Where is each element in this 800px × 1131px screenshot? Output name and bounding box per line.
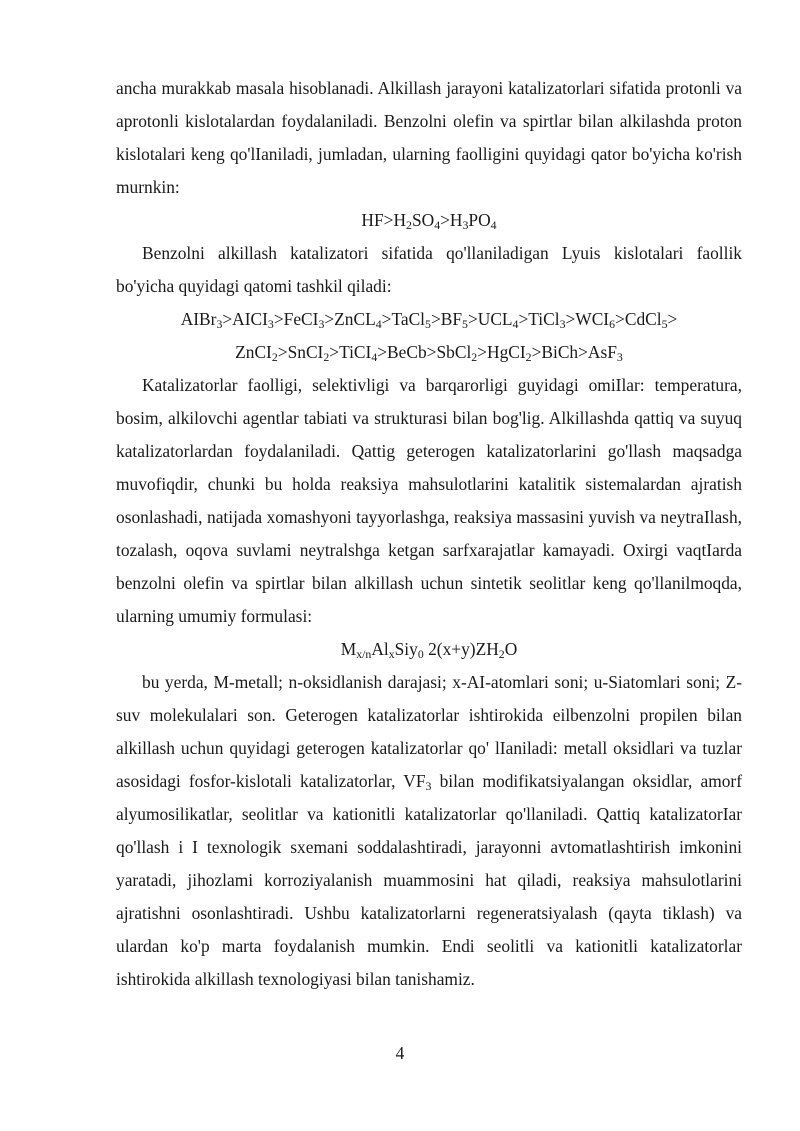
paragraph-lewis-acids: Benzolni alkillash katalizatori sifatida qo'llaniladigan Lyuis kislotalari faollik bo'yicha quyidagi qatomi tashkil qiladi: [116, 243, 742, 296]
body-text [116, 72, 742, 996]
paragraph-heterogeneous-catalysts: bu yerda, M-metall; n-oksidlanish darajasi; x-AI-atomlari soni; u-Siatomlari soni; Z-suv molekulalari son. Geterogen katalizatorlar ishtirokida eilbenzolni propilen bilan alkillash uchun quyidagi geterogen katalizatorlar qo' lIaniladi: metall oksidlari va tuzlar asosidagi fosfor-kislotali katalizatorlar, $VF_3$ bilan modifikatsiyalangan oksidlar, amorf alyumosilikatlar, seolitlar va kationitli katalizatorlar qo'llaniladi. Qattiq katalizatorIar qo'llash i I texnologik sxemani soddalashtiradi, jarayonni avtomatlashtirish imkonini yaratadi, jihozlami korroziyalanish muammosini hat qiladi, reaksiya mahsulotlarini ajratishni osonlashtiradi. Ushbu katalizatorlarni regeneratsiyalash (qayta tiklash) va ulardan ko'p marta foydalanish mumkin. Endi seolitli va kationitli katalizatorlar ishtirokida alkillash texnologiyasi bilan tanishamiz. [116, 672, 742, 989]
page-number: 4 [395, 1043, 405, 1063]
formula-protic-acid-series: $HF>H_2SO_4>H_3PO_4$ [361, 210, 497, 232]
formula-zeolite-general: $M_{x/n}Al_xSiy_0$ $2(x+y)ZH_2O$ [340, 639, 518, 661]
paragraph-catalyst-factors: Katalizatorlar faolligi, selektivligi va barqarorligi guyidagi omiIlar: temperatura, bosim, alkilovchi agentlar tabiati va strukturasi bilan bog'lig. Alkillashda qattiq va suyuq katalizatorlardan foydalaniladi. Qattig geterogen katalizatorlarini go'llash maqsadga muvofiqdir, chunki bu holda reaksiya mahsulotlarini katalitik sistemalardan ajratish osonlashadi, natijada xomashyoni tayyorlashga, reaksiya massasini yuvish va neytraIlash, tozalash, oqova suvlami neytralshga ketgan sarfxarajatlar kamayadi. Oxirgi vaqtIarda benzolni olefin va spirtlar bilan alkillash uchun sintetik seolitlar keng qo'llanilmoqda, ularning umumiy formulasi: [116, 375, 742, 626]
paragraph-intro: ancha murakkab masala hisoblanadi. Alkillash jarayoni katalizatorlari sifatida protonli va aprotonli kislotalardan foydalaniladi. Benzolni olefin va spirtlar bilan alkilashda proton kislotalari keng qo'lIaniladi, jumladan, ularning faolligini quyidagi qator bo'yicha ko'rish murnkin: [116, 78, 742, 197]
formula-lewis-series-line-1: $AIBr_3>AICI_3>FeCI_3>ZnCL_4>TaCl_5>BF_5>UCL_4>TiCl_3>WCI_6>CdCl_5>$ [180, 309, 678, 331]
formula-lewis-series-line-2: ZnCI$_2$>SnCI$_2$>TiCI$_4$>BeCb>SbCl$_2$>HgCI$_2$>BiCh>AsF$_3$ [235, 342, 623, 364]
